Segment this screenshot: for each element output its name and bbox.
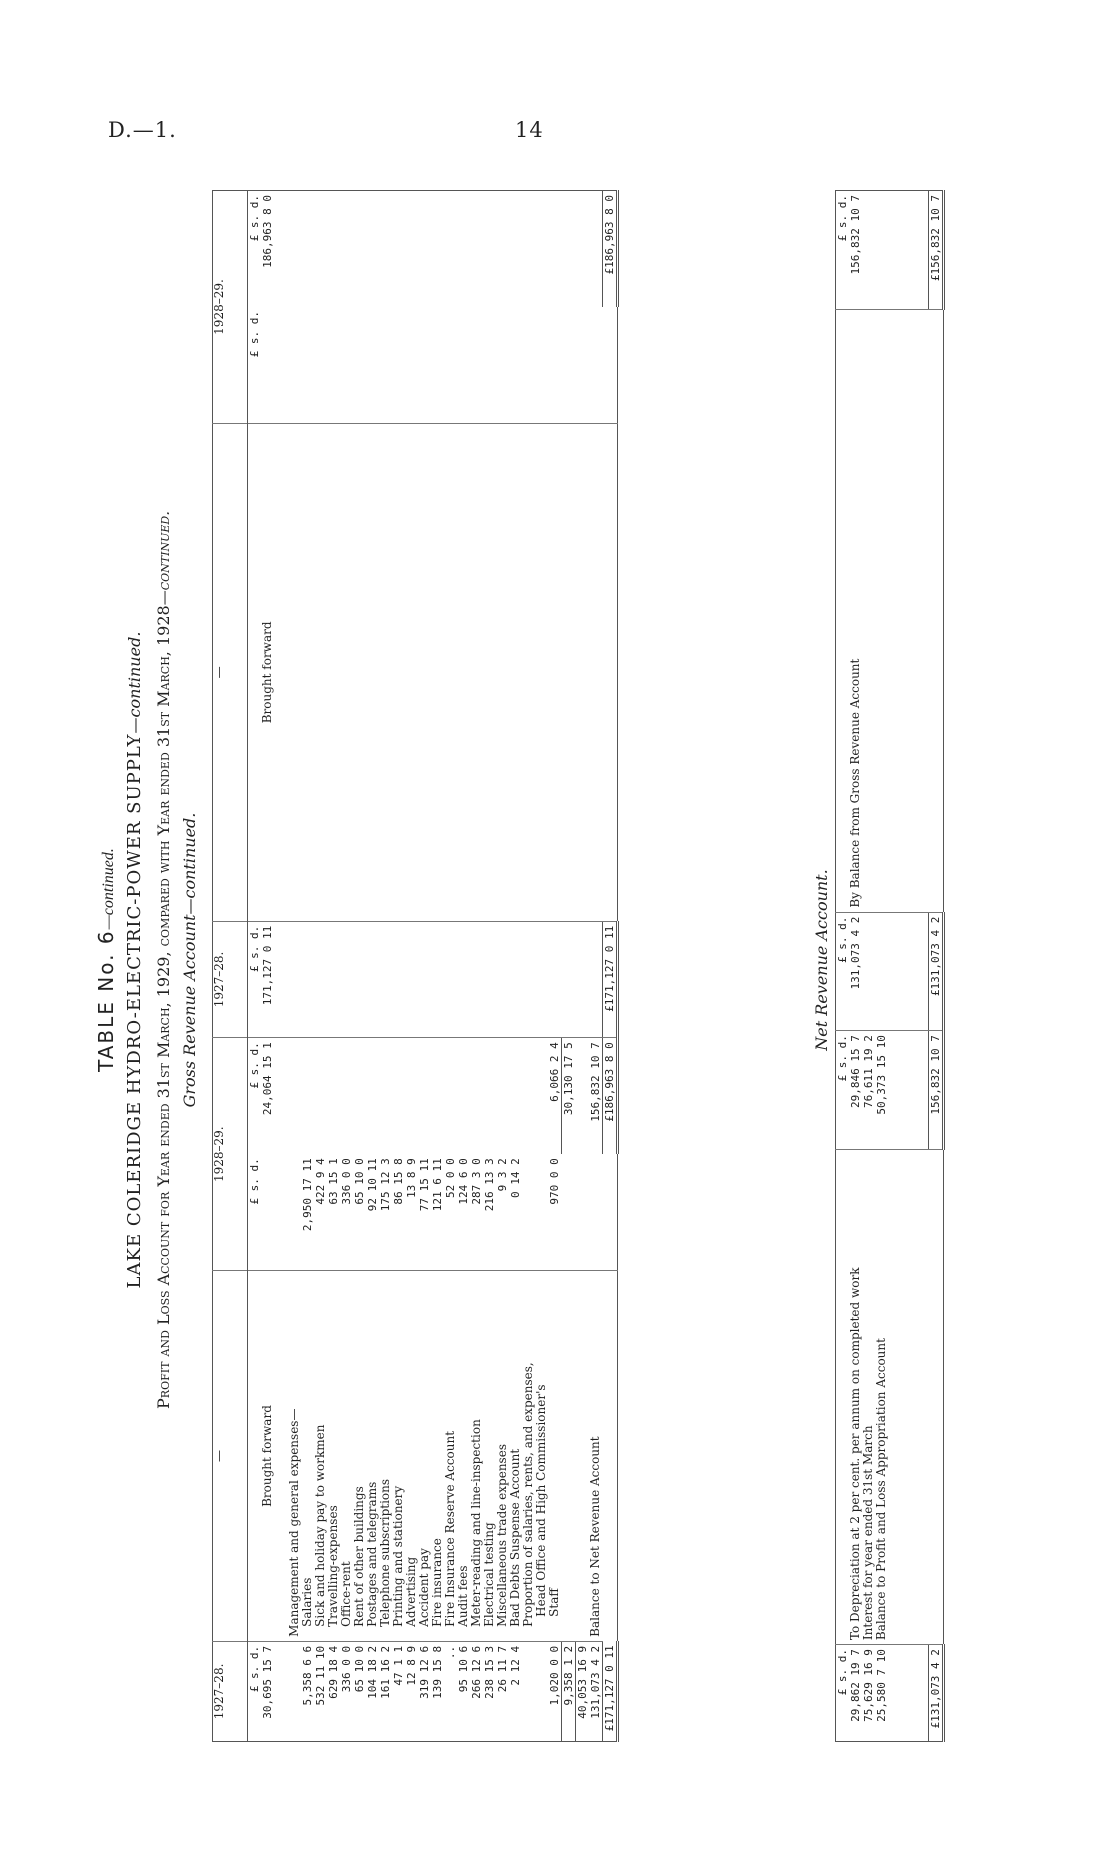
balance-curr: 156,832 10 7 — [589, 1042, 602, 1122]
expense-curr: 86 15 8 — [392, 1154, 405, 1270]
expense-label: Office-rent — [340, 1271, 353, 1642]
net-item-label: Interest for year ended 31st March — [862, 1149, 875, 1644]
expense-curr: 0 14 2 — [509, 1154, 522, 1270]
expense-label: Printing and stationery — [392, 1271, 405, 1642]
expense-curr: 63 15 1 — [327, 1154, 340, 1270]
header-right-prev: 1927–28. — [213, 921, 248, 1037]
proportion-label-2: Head Office and High Commissioner's — [535, 1271, 548, 1642]
header-left-prev: 1927–28. — [213, 1641, 248, 1741]
expense-row — [444, 191, 457, 1742]
header-left-curr: 1928–29. — [213, 1038, 248, 1271]
net-item-label: To Depreciation at 2 per cent. per annum on completed work — [849, 1149, 862, 1644]
net-revenue-title: Net Revenue Account. — [812, 869, 831, 1051]
expense-prev: 12 8 9 — [405, 1645, 418, 1686]
unit-label: £ s. d. — [836, 1031, 850, 1149]
unit-label: £ s. d. — [836, 912, 850, 1030]
section-title: Gross Revenue Account—continued. — [180, 812, 199, 1108]
expense-label: Sick and holiday pay to workmen — [314, 1271, 327, 1642]
subtotal-curr: 30,130 17 5 — [562, 1038, 576, 1154]
expense-label: Postages and telegrams — [366, 1271, 379, 1642]
brought-forward-curr: 24,064 15 1 — [261, 1042, 274, 1116]
net-right-curr: 156,832 10 7 — [849, 191, 862, 310]
expense-row — [470, 191, 483, 1742]
unit-label: £ s. d. — [836, 191, 850, 310]
expense-curr: 121 6 11 — [431, 1154, 444, 1270]
expense-curr: 13 8 9 — [405, 1154, 418, 1270]
net-right-prev: 131,073 4 2 — [849, 912, 862, 1030]
expense-label: Salaries — [301, 1271, 314, 1642]
expense-label: Travelling-expenses — [327, 1271, 340, 1642]
expense-curr: 422 9 4 — [314, 1154, 327, 1270]
unit-label: £ s. d. — [248, 307, 262, 423]
subtotal-prev: 9,358 1 2 — [562, 1641, 576, 1741]
brought-forward-label: Brought forward — [261, 1271, 274, 1642]
expense-label: Electrical testing — [483, 1271, 496, 1642]
supply-title: LAKE COLERIDGE HYDRO-ELECTRIC-POWER SUPPLY—continued. — [124, 631, 145, 1289]
expense-row — [405, 191, 418, 1742]
proportion-curr: 970 0 0 — [548, 1154, 562, 1270]
rotated-content — [90, 130, 990, 1790]
net-total-curr: 156,832 10 7 — [929, 1031, 944, 1149]
balance-label: Balance to Net Revenue Account — [589, 1271, 603, 1642]
proportion-label-1: Proportion of salaries, rents, and expenses, — [522, 1271, 535, 1642]
expense-row — [418, 191, 431, 1742]
expense-prev: 139 15 8 — [431, 1645, 444, 1699]
expense-prev: 161 16 2 — [379, 1645, 392, 1699]
right-total-prev: £171,127 0 11 — [603, 921, 618, 1037]
net-item-curr: 76,611 19 2 — [862, 1031, 875, 1149]
net-right-label: By Balance from Gross Revenue Account — [849, 309, 862, 912]
header-right-desc: — — [213, 424, 248, 922]
header-left-desc: — — [213, 1271, 248, 1642]
proportion-prev: 1,020 0 0 — [548, 1645, 561, 1706]
expense-curr: 216 13 3 — [483, 1154, 496, 1270]
right-brought-forward-label: Brought forward — [261, 424, 274, 922]
net-item-prev: 25,580 7 10 — [875, 1649, 888, 1722]
expense-prev: 319 12 6 — [418, 1645, 431, 1699]
expense-row — [392, 191, 405, 1742]
expense-curr: 92 10 11 — [366, 1154, 379, 1270]
proportion-subtotal-curr: 6,066 2 4 — [548, 1042, 561, 1102]
expense-prev: 2 12 4 — [509, 1645, 522, 1686]
proportion-label-3: Staff — [548, 1271, 562, 1642]
expense-label: Rent of other buildings — [353, 1271, 366, 1642]
expense-curr: 336 0 0 — [340, 1154, 353, 1270]
expense-label: Telephone subscriptions — [379, 1271, 392, 1642]
header-right-curr: 1928–29. — [213, 191, 248, 424]
expense-row — [327, 191, 340, 1742]
expense-prev: 47 1 1 — [392, 1645, 405, 1686]
net-right-total-curr: £156,832 10 7 — [929, 191, 944, 310]
net-item-curr: 50,373 15 10 — [875, 1031, 888, 1149]
expense-label: Miscellaneous trade expenses — [496, 1271, 509, 1642]
net-item-prev: 29,862 19 7 — [849, 1649, 862, 1722]
expense-prev: 95 10 6 — [457, 1645, 470, 1693]
sum-prev: 40,053 16 9 — [576, 1641, 590, 1741]
expense-prev: 532 11 10 — [314, 1645, 327, 1706]
account-title: Profit and Loss Account for Year ended 31st March, 1929, compared with Year ended 31st March, 1928—continued. — [154, 511, 173, 1409]
expense-label: Fire Insurance Reserve Account — [444, 1271, 457, 1642]
balance-prev: 131,073 4 2 — [589, 1645, 602, 1719]
document-id: D.—1. — [108, 118, 177, 142]
expense-curr: 287 3 0 — [470, 1154, 483, 1270]
expense-curr: 77 15 11 — [418, 1154, 431, 1270]
expense-prev: .. — [444, 1645, 457, 1660]
unit-label: £ s. d. — [248, 1042, 261, 1089]
total-curr: £186,963 8 0 — [603, 1038, 618, 1154]
net-item-label: Balance to Profit and Loss Appropriation Account — [875, 1149, 888, 1644]
expense-curr: 124 6 0 — [457, 1154, 470, 1270]
expense-label: Advertising — [405, 1271, 418, 1642]
unit-label: £ s. d. — [248, 195, 261, 242]
unit-label: £ s. d. — [248, 921, 262, 1037]
table-number: TABLE No. 6—continued. — [94, 848, 118, 1072]
expense-prev: 266 12 6 — [470, 1645, 483, 1699]
expense-label: Fire insurance — [431, 1271, 444, 1642]
unit-label: £ s. d. — [836, 1649, 849, 1696]
expense-prev: 65 10 0 — [353, 1645, 366, 1693]
right-brought-forward-curr: 186,963 8 0 — [261, 195, 274, 268]
net-right-total-prev: £131,073 4 2 — [929, 912, 944, 1030]
net-row — [875, 191, 888, 1742]
expense-curr: 9 3 2 — [496, 1154, 509, 1270]
expense-label: Audit fees — [457, 1271, 470, 1642]
expense-prev: 26 11 7 — [496, 1645, 509, 1693]
total-prev: £171,127 0 11 — [603, 1641, 618, 1741]
brought-forward-prev: 30,695 15 7 — [261, 1645, 274, 1719]
expense-label: Meter-reading and line-inspection — [470, 1271, 483, 1642]
page-number: 14 — [515, 118, 544, 142]
mgmt-expenses-label: Management and general expenses— — [288, 1271, 301, 1642]
unit-label: £ s. d. — [248, 1645, 261, 1693]
expense-curr: 2,950 17 11 — [301, 1154, 314, 1270]
expense-label: Accident pay — [418, 1271, 431, 1642]
expense-prev: 336 0 0 — [340, 1645, 353, 1693]
right-total-curr: £186,963 8 0 — [603, 191, 618, 308]
right-brought-forward-prev: 171,127 0 11 — [261, 921, 274, 1037]
expense-label: Bad Debts Suspense Account — [509, 1271, 522, 1642]
expense-curr: 65 10 0 — [353, 1154, 366, 1270]
net-revenue-table — [835, 190, 945, 1742]
gross-revenue-table — [212, 190, 619, 1742]
expense-curr: 52 0 0 — [444, 1154, 457, 1270]
unit-label: £ s. d. — [248, 1154, 262, 1270]
expense-prev: 629 18 4 — [327, 1645, 340, 1699]
net-item-prev: 75,629 16 9 — [862, 1649, 875, 1722]
expense-prev: 238 15 3 — [483, 1645, 496, 1699]
expense-prev: 104 18 2 — [366, 1645, 379, 1699]
net-item-curr: 29,846 15 7 — [849, 1031, 862, 1149]
expense-curr: 175 12 3 — [379, 1154, 392, 1270]
expense-prev: 5,358 6 6 — [301, 1645, 314, 1706]
net-total-prev: £131,073 4 2 — [929, 1645, 944, 1742]
